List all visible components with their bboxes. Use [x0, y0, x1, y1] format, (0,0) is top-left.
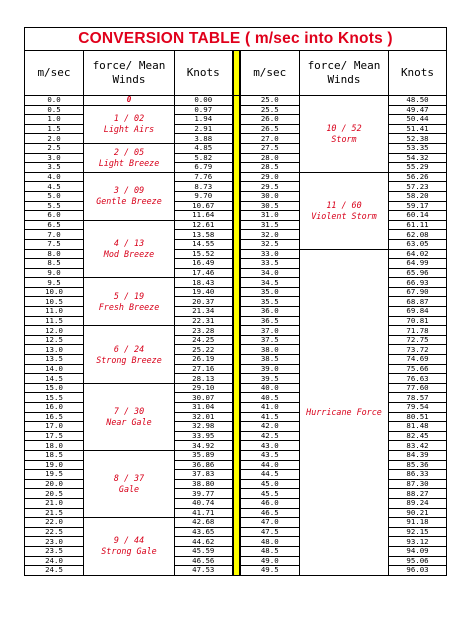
ms-value: 45.5 — [240, 489, 300, 499]
wind-force-label: 7 / 30 Near Gale — [84, 383, 175, 450]
ms-value: 19.0 — [25, 460, 84, 470]
ms-value: 17.5 — [25, 431, 84, 441]
wind-force-label: 10 / 52 Storm — [300, 96, 389, 173]
knots-value: 64.99 — [389, 259, 447, 269]
knots-value: 89.24 — [389, 498, 447, 508]
knots-value: 90.21 — [389, 508, 447, 518]
knots-value: 86.33 — [389, 470, 447, 480]
knots-value: 76.63 — [389, 374, 447, 384]
ms-value: 44.0 — [240, 460, 300, 470]
wind-force-label: 3 / 09 Gentle Breeze — [84, 172, 175, 220]
wind-force-label: 8 / 37 Gale — [84, 450, 175, 517]
knots-value: 30.07 — [175, 393, 233, 403]
knots-value: 6.79 — [175, 163, 233, 173]
knots-value: 48.50 — [389, 96, 447, 106]
knots-value: 96.03 — [389, 566, 447, 576]
knots-value: 95.06 — [389, 556, 447, 566]
ms-value: 33.5 — [240, 259, 300, 269]
ms-value: 0.0 — [25, 96, 84, 106]
knots-value: 59.17 — [389, 201, 447, 211]
knots-value: 43.65 — [175, 527, 233, 537]
ms-value: 29.0 — [240, 172, 300, 182]
knots-value: 21.34 — [175, 307, 233, 317]
ms-value: 25.0 — [240, 96, 300, 106]
knots-value: 64.02 — [389, 249, 447, 259]
knots-value: 87.30 — [389, 479, 447, 489]
knots-value: 26.19 — [175, 355, 233, 365]
ms-value: 39.5 — [240, 374, 300, 384]
knots-value: 45.59 — [175, 546, 233, 556]
ms-value: 19.5 — [25, 470, 84, 480]
knots-value: 70.81 — [389, 316, 447, 326]
knots-value: 68.87 — [389, 297, 447, 307]
knots-value: 69.84 — [389, 307, 447, 317]
knots-value: 17.46 — [175, 268, 233, 278]
ms-value: 15.0 — [25, 383, 84, 393]
knots-value: 5.82 — [175, 153, 233, 163]
ms-value: 31.0 — [240, 211, 300, 221]
knots-value: 77.60 — [389, 383, 447, 393]
ms-value: 8.0 — [25, 249, 84, 259]
knots-value: 2.91 — [175, 124, 233, 134]
ms-value: 8.5 — [25, 259, 84, 269]
ms-value: 1.0 — [25, 115, 84, 125]
ms-value: 9.5 — [25, 278, 84, 288]
ms-value: 23.5 — [25, 546, 84, 556]
ms-value: 36.5 — [240, 316, 300, 326]
knots-value: 46.56 — [175, 556, 233, 566]
ms-value: 28.5 — [240, 163, 300, 173]
knots-value: 0.00 — [175, 96, 233, 106]
ms-value: 21.0 — [25, 498, 84, 508]
knots-value: 42.68 — [175, 518, 233, 528]
knots-value: 24.25 — [175, 335, 233, 345]
wind-force-label: 0 — [84, 96, 175, 106]
ms-value: 27.5 — [240, 143, 300, 153]
ms-value: 16.0 — [25, 403, 84, 413]
knots-value: 8.73 — [175, 182, 233, 192]
knots-value: 54.32 — [389, 153, 447, 163]
knots-value: 65.96 — [389, 268, 447, 278]
knots-value: 91.18 — [389, 518, 447, 528]
ms-value: 41.5 — [240, 412, 300, 422]
ms-value: 11.5 — [25, 316, 84, 326]
knots-value: 19.40 — [175, 287, 233, 297]
ms-value: 5.5 — [25, 201, 84, 211]
knots-value: 15.52 — [175, 249, 233, 259]
knots-value: 25.22 — [175, 345, 233, 355]
knots-value: 51.41 — [389, 124, 447, 134]
header-knots-right: Knots — [389, 51, 447, 96]
knots-value: 9.70 — [175, 191, 233, 201]
ms-value: 47.5 — [240, 527, 300, 537]
knots-value: 58.20 — [389, 191, 447, 201]
knots-value: 74.69 — [389, 355, 447, 365]
ms-value: 4.0 — [25, 172, 84, 182]
knots-value: 71.78 — [389, 326, 447, 336]
ms-value: 33.0 — [240, 249, 300, 259]
ms-value: 28.0 — [240, 153, 300, 163]
wind-force-label: 11 / 60 Violent Storm — [300, 172, 389, 249]
knots-value: 34.92 — [175, 441, 233, 451]
knots-value: 20.37 — [175, 297, 233, 307]
ms-value: 37.0 — [240, 326, 300, 336]
knots-value: 31.04 — [175, 403, 233, 413]
ms-value: 16.5 — [25, 412, 84, 422]
ms-value: 3.0 — [25, 153, 84, 163]
ms-value: 9.0 — [25, 268, 84, 278]
ms-value: 20.0 — [25, 479, 84, 489]
knots-value: 49.47 — [389, 105, 447, 115]
wind-force-label: 5 / 19 Fresh Breeze — [84, 278, 175, 326]
ms-value: 2.5 — [25, 143, 84, 153]
knots-value: 14.55 — [175, 239, 233, 249]
ms-value: 32.5 — [240, 239, 300, 249]
ms-value: 12.5 — [25, 335, 84, 345]
knots-value: 37.83 — [175, 470, 233, 480]
ms-value: 4.5 — [25, 182, 84, 192]
knots-value: 52.38 — [389, 134, 447, 144]
knots-value: 63.05 — [389, 239, 447, 249]
knots-value: 36.86 — [175, 460, 233, 470]
conversion-table — [24, 27, 447, 576]
knots-value: 16.49 — [175, 259, 233, 269]
ms-value: 21.5 — [25, 508, 84, 518]
yellow-divider — [233, 51, 240, 96]
ms-value: 1.5 — [25, 124, 84, 134]
ms-value: 17.0 — [25, 422, 84, 432]
knots-value: 13.58 — [175, 230, 233, 240]
ms-value: 3.5 — [25, 163, 84, 173]
knots-value: 28.13 — [175, 374, 233, 384]
knots-value: 38.80 — [175, 479, 233, 489]
ms-value: 42.5 — [240, 431, 300, 441]
knots-value: 57.23 — [389, 182, 447, 192]
knots-value: 61.11 — [389, 220, 447, 230]
knots-value: 78.57 — [389, 393, 447, 403]
knots-value: 11.64 — [175, 211, 233, 221]
knots-value: 22.31 — [175, 316, 233, 326]
header-winds-right: force/ Mean Winds — [300, 51, 389, 96]
ms-value: 46.5 — [240, 508, 300, 518]
knots-value: 32.98 — [175, 422, 233, 432]
ms-value: 26.5 — [240, 124, 300, 134]
ms-value: 10.5 — [25, 297, 84, 307]
ms-value: 38.0 — [240, 345, 300, 355]
ms-value: 35.0 — [240, 287, 300, 297]
ms-value: 10.0 — [25, 287, 84, 297]
ms-value: 31.5 — [240, 220, 300, 230]
ms-value: 35.5 — [240, 297, 300, 307]
ms-value: 29.5 — [240, 182, 300, 192]
ms-value: 20.5 — [25, 489, 84, 499]
knots-value: 7.76 — [175, 172, 233, 182]
knots-value: 88.27 — [389, 489, 447, 499]
ms-value: 27.0 — [240, 134, 300, 144]
table-row — [25, 96, 447, 106]
knots-value: 23.28 — [175, 326, 233, 336]
ms-value: 24.5 — [25, 566, 84, 576]
wind-force-label: Hurricane Force — [300, 249, 389, 575]
knots-value: 82.45 — [389, 431, 447, 441]
ms-value: 18.5 — [25, 450, 84, 460]
knots-value: 94.09 — [389, 546, 447, 556]
ms-value: 41.0 — [240, 403, 300, 413]
knots-value: 1.94 — [175, 115, 233, 125]
knots-value: 33.95 — [175, 431, 233, 441]
ms-value: 6.5 — [25, 220, 84, 230]
knots-value: 50.44 — [389, 115, 447, 125]
ms-value: 39.0 — [240, 364, 300, 374]
knots-value: 75.66 — [389, 364, 447, 374]
ms-value: 30.5 — [240, 201, 300, 211]
knots-value: 85.36 — [389, 460, 447, 470]
ms-value: 6.0 — [25, 211, 84, 221]
ms-value: 34.0 — [240, 268, 300, 278]
knots-value: 41.71 — [175, 508, 233, 518]
ms-value: 15.5 — [25, 393, 84, 403]
knots-value: 32.01 — [175, 412, 233, 422]
knots-value: 62.08 — [389, 230, 447, 240]
ms-value: 14.5 — [25, 374, 84, 384]
knots-value: 29.10 — [175, 383, 233, 393]
knots-value: 4.85 — [175, 143, 233, 153]
knots-value: 66.93 — [389, 278, 447, 288]
ms-value: 44.5 — [240, 470, 300, 480]
ms-value: 24.0 — [25, 556, 84, 566]
conversion-table-container — [24, 27, 446, 576]
knots-value: 67.90 — [389, 287, 447, 297]
knots-value: 44.62 — [175, 537, 233, 547]
ms-value: 7.0 — [25, 230, 84, 240]
ms-value: 18.0 — [25, 441, 84, 451]
knots-value: 60.14 — [389, 211, 447, 221]
yellow-divider — [233, 96, 240, 576]
ms-value: 34.5 — [240, 278, 300, 288]
ms-value: 40.5 — [240, 393, 300, 403]
knots-value: 79.54 — [389, 403, 447, 413]
ms-value: 7.5 — [25, 239, 84, 249]
knots-value: 3.88 — [175, 134, 233, 144]
ms-value: 22.5 — [25, 527, 84, 537]
wind-force-label: 4 / 13 Mod Breeze — [84, 220, 175, 278]
ms-value: 26.0 — [240, 115, 300, 125]
knots-value: 92.15 — [389, 527, 447, 537]
knots-value: 40.74 — [175, 498, 233, 508]
knots-value: 72.75 — [389, 335, 447, 345]
header-ms-right: m/sec — [240, 51, 300, 96]
ms-value: 32.0 — [240, 230, 300, 240]
ms-value: 2.0 — [25, 134, 84, 144]
ms-value: 11.0 — [25, 307, 84, 317]
knots-value: 93.12 — [389, 537, 447, 547]
knots-value: 73.72 — [389, 345, 447, 355]
ms-value: 5.0 — [25, 191, 84, 201]
knots-value: 10.67 — [175, 201, 233, 211]
ms-value: 36.0 — [240, 307, 300, 317]
ms-value: 23.0 — [25, 537, 84, 547]
knots-value: 84.39 — [389, 450, 447, 460]
header-knots-left: Knots — [175, 51, 233, 96]
ms-value: 45.0 — [240, 479, 300, 489]
wind-force-label: 1 / 02 Light Airs — [84, 105, 175, 143]
knots-value: 55.29 — [389, 163, 447, 173]
ms-value: 37.5 — [240, 335, 300, 345]
knots-value: 53.35 — [389, 143, 447, 153]
ms-value: 42.0 — [240, 422, 300, 432]
ms-value: 40.0 — [240, 383, 300, 393]
ms-value: 49.0 — [240, 556, 300, 566]
table-title: CONVERSION TABLE ( m/sec into Knots ) — [25, 28, 447, 51]
ms-value: 48.5 — [240, 546, 300, 556]
knots-value: 18.43 — [175, 278, 233, 288]
knots-value: 35.89 — [175, 450, 233, 460]
ms-value: 46.0 — [240, 498, 300, 508]
header-ms-left: m/sec — [25, 51, 84, 96]
ms-value: 25.5 — [240, 105, 300, 115]
ms-value: 12.0 — [25, 326, 84, 336]
wind-force-label: 9 / 44 Strong Gale — [84, 518, 175, 576]
ms-value: 30.0 — [240, 191, 300, 201]
knots-value: 47.53 — [175, 566, 233, 576]
ms-value: 14.0 — [25, 364, 84, 374]
ms-value: 43.5 — [240, 450, 300, 460]
knots-value: 83.42 — [389, 441, 447, 451]
header-winds-left: force/ Mean Winds — [84, 51, 175, 96]
knots-value: 80.51 — [389, 412, 447, 422]
ms-value: 47.0 — [240, 518, 300, 528]
ms-value: 49.5 — [240, 566, 300, 576]
ms-value: 43.0 — [240, 441, 300, 451]
wind-force-label: 6 / 24 Strong Breeze — [84, 326, 175, 384]
knots-value: 12.61 — [175, 220, 233, 230]
ms-value: 38.5 — [240, 355, 300, 365]
knots-value: 0.97 — [175, 105, 233, 115]
ms-value: 22.0 — [25, 518, 84, 528]
knots-value: 39.77 — [175, 489, 233, 499]
wind-force-label: 2 / 05 Light Breeze — [84, 143, 175, 172]
knots-value: 27.16 — [175, 364, 233, 374]
ms-value: 13.0 — [25, 345, 84, 355]
knots-value: 56.26 — [389, 172, 447, 182]
knots-value: 81.48 — [389, 422, 447, 432]
ms-value: 48.0 — [240, 537, 300, 547]
ms-value: 0.5 — [25, 105, 84, 115]
ms-value: 13.5 — [25, 355, 84, 365]
